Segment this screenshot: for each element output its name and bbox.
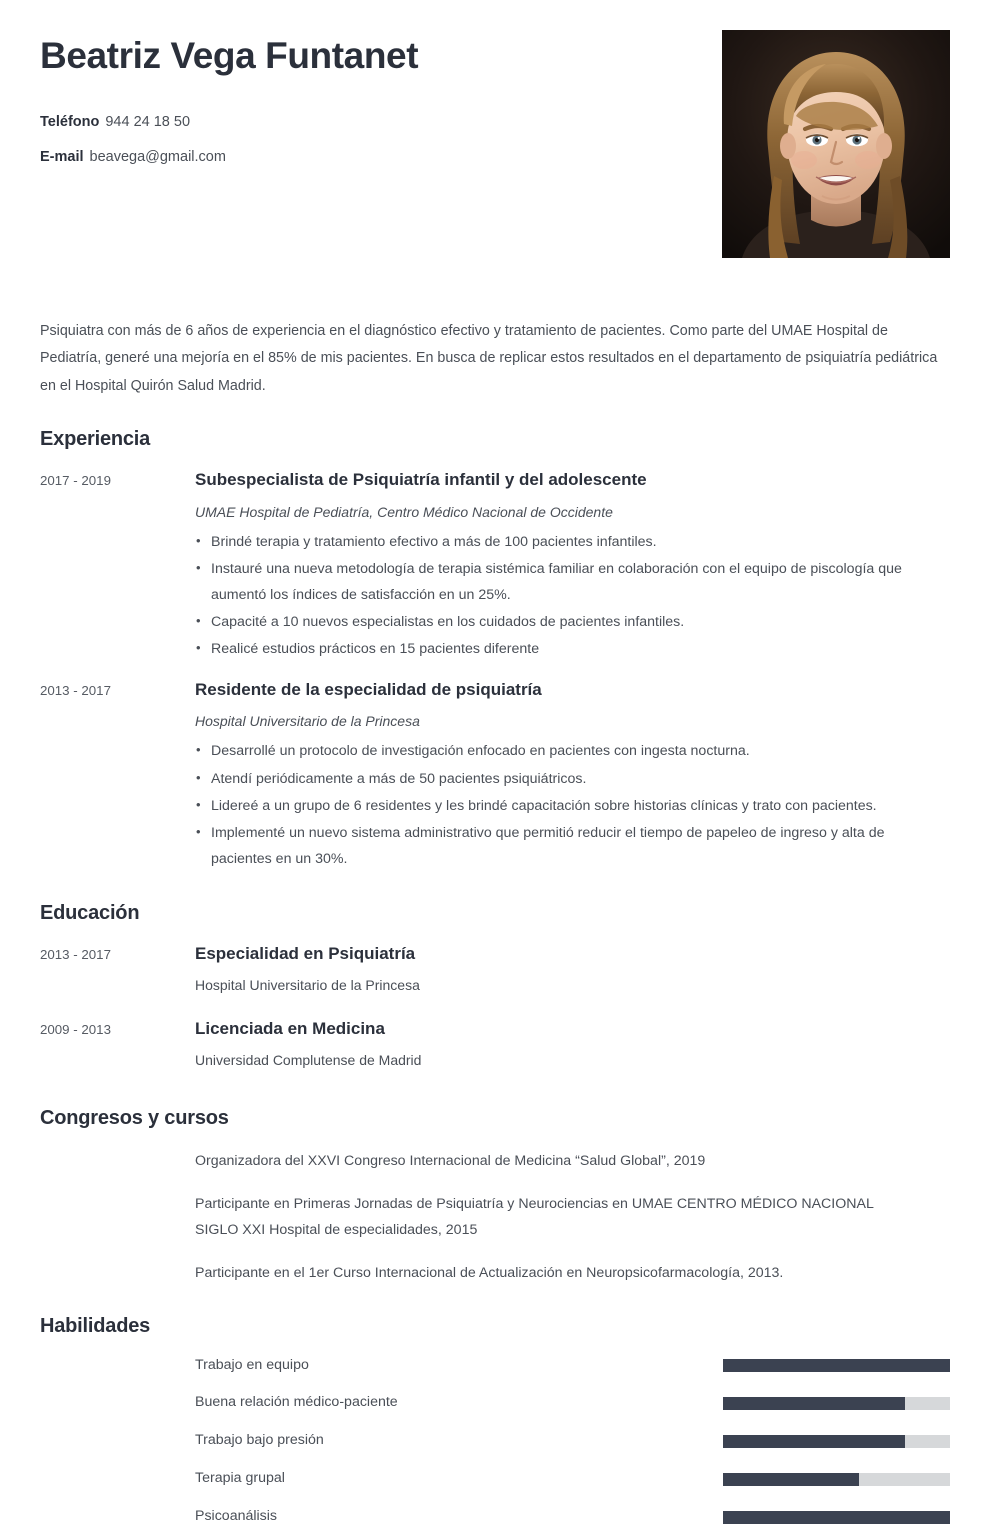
section-education bbox=[40, 902, 950, 1079]
education-institution: Hospital Universitario de la Princesa bbox=[195, 977, 420, 994]
contact-phone-label: Teléfono bbox=[40, 113, 100, 130]
skill-bar-track bbox=[723, 1359, 950, 1372]
education-body bbox=[195, 943, 950, 1004]
skills-list bbox=[40, 1356, 950, 1527]
education-entry bbox=[40, 943, 950, 1004]
course-text: Participante en el 1er Curso Internacional de Actualización en Neuropsicofarmacología, 2013. bbox=[195, 1265, 784, 1282]
contact-phone-value: 944 24 18 50 bbox=[105, 113, 191, 130]
section-skills bbox=[40, 1315, 950, 1527]
skill-label: Trabajo en equipo bbox=[195, 1356, 309, 1373]
experience-organization: Hospital Universitario de la Princesa bbox=[195, 712, 420, 729]
skill-label: Terapia grupal bbox=[195, 1470, 285, 1487]
skill-row bbox=[40, 1393, 950, 1413]
skill-label: Trabajo bajo presión bbox=[195, 1432, 324, 1449]
bullet-item: • Brindé terapia y tratamiento efectivo a más de 100 pacientes infantiles. bbox=[195, 530, 940, 555]
skill-bar-fill bbox=[723, 1511, 950, 1524]
skill-bar-track bbox=[723, 1473, 950, 1486]
skill-bar-track bbox=[723, 1511, 950, 1524]
bullet-item: • Atendí periódicamente a más de 50 pacientes psiquiátricos. bbox=[195, 767, 940, 792]
professional-summary: Psiquiatra con más de 6 años de experiencia en el diagnóstico efectivo y tratamiento de pacientes. Como parte del UMAE Hospital de Pediatría, generé una mejoría en el 85% de mis pacientes. En busca de replicar estos resultados en el departamento de psiquiatría pediátrica en el Hospital Quirón Salud Madrid. bbox=[40, 323, 938, 394]
course-item bbox=[40, 1260, 950, 1286]
experience-body bbox=[195, 679, 950, 874]
course-date-spacer bbox=[40, 1260, 195, 1286]
resume-header bbox=[40, 30, 950, 268]
bullet-item: • Implementé un nuevo sistema administrativo que permitió reducir el tiempo de papeleo de ingreso y alta de pacientes en un 30%. bbox=[195, 821, 940, 872]
bullet-item: • Instauré una nueva metodología de terapia sistémica familiar en colaboración con el equipo de piscología que aumentó los índices de satisfacción en un 25%. bbox=[195, 557, 940, 608]
experience-role: Residente de la especialidad de psiquiatría bbox=[195, 679, 542, 699]
course-date-spacer bbox=[40, 1191, 195, 1244]
avatar bbox=[722, 30, 950, 258]
course-text: Organizadora del XXVI Congreso Internacional de Medicina “Salud Global”, 2019 bbox=[195, 1152, 706, 1169]
skill-bar-fill bbox=[723, 1435, 905, 1448]
skill-bar-track bbox=[723, 1435, 950, 1448]
education-degree: Especialidad en Psiquiatría bbox=[195, 943, 416, 963]
experience-bullets bbox=[195, 739, 940, 871]
bullet-item: • Realicé estudios prácticos en 15 pacientes diferente bbox=[195, 637, 940, 662]
header-text-block bbox=[40, 30, 722, 182]
contact-email-label: E-mail bbox=[40, 148, 84, 165]
education-degree: Licenciada en Medicina bbox=[195, 1018, 385, 1038]
skill-row bbox=[40, 1431, 950, 1451]
skill-bar-track bbox=[723, 1397, 950, 1410]
experience-entry bbox=[40, 469, 950, 664]
course-date-spacer bbox=[40, 1148, 195, 1174]
contact-email-row bbox=[40, 148, 722, 167]
section-title-courses: Congresos y cursos bbox=[40, 1106, 229, 1129]
skill-row bbox=[40, 1507, 950, 1527]
skill-bar-fill bbox=[723, 1397, 905, 1410]
skill-row bbox=[40, 1356, 950, 1376]
bullet-item: • Desarrollé un protocolo de investigación enfocado en pacientes con ingesta nocturna. bbox=[195, 739, 940, 764]
skill-label: Buena relación médico-paciente bbox=[195, 1394, 398, 1411]
experience-dates: 2013 - 2017 bbox=[40, 682, 111, 698]
section-title-skills: Habilidades bbox=[40, 1314, 151, 1337]
experience-dates: 2017 - 2019 bbox=[40, 473, 111, 489]
experience-bullets bbox=[195, 530, 940, 662]
contact-email-value: beavega@gmail.com bbox=[89, 148, 226, 165]
section-courses bbox=[40, 1107, 950, 1287]
section-title-education: Educación bbox=[40, 901, 140, 924]
bullet-item: • Lidereé a un grupo de 6 residentes y les brindé capacitación sobre historias clínicas y trato con pacientes. bbox=[195, 794, 940, 819]
course-item bbox=[40, 1148, 950, 1174]
portrait-photo-icon bbox=[722, 30, 950, 258]
contact-phone-row bbox=[40, 113, 722, 132]
experience-organization: UMAE Hospital de Pediatría, Centro Médico Nacional de Occidente bbox=[195, 503, 613, 520]
experience-entry bbox=[40, 679, 950, 874]
section-title-experience: Experiencia bbox=[40, 428, 151, 451]
page-title: Beatriz Vega Funtanet bbox=[40, 35, 419, 76]
education-entry bbox=[40, 1018, 950, 1079]
skill-bar-fill bbox=[723, 1473, 859, 1486]
bullet-item: • Capacité a 10 nuevos especialistas en los cuidados de pacientes infantiles. bbox=[195, 610, 940, 635]
section-experience bbox=[40, 428, 950, 874]
course-item bbox=[40, 1191, 950, 1244]
education-institution: Universidad Complutense de Madrid bbox=[195, 1051, 422, 1068]
education-dates: 2013 - 2017 bbox=[40, 946, 111, 962]
skill-bar-fill bbox=[723, 1359, 950, 1372]
experience-body bbox=[195, 469, 950, 664]
skill-row bbox=[40, 1469, 950, 1489]
course-text: Participante en Primeras Jornadas de Psiquiatría y Neurociencias en UMAE CENTRO MÉDICO NACIONAL SIGLO XXI Hospital de especialidades, 2015 bbox=[195, 1195, 874, 1239]
skill-label: Psicoanálisis bbox=[195, 1508, 278, 1525]
education-dates: 2009 - 2013 bbox=[40, 1021, 111, 1037]
experience-role: Subespecialista de Psiquiatría infantil y del adolescente bbox=[195, 470, 647, 490]
education-body bbox=[195, 1018, 950, 1079]
